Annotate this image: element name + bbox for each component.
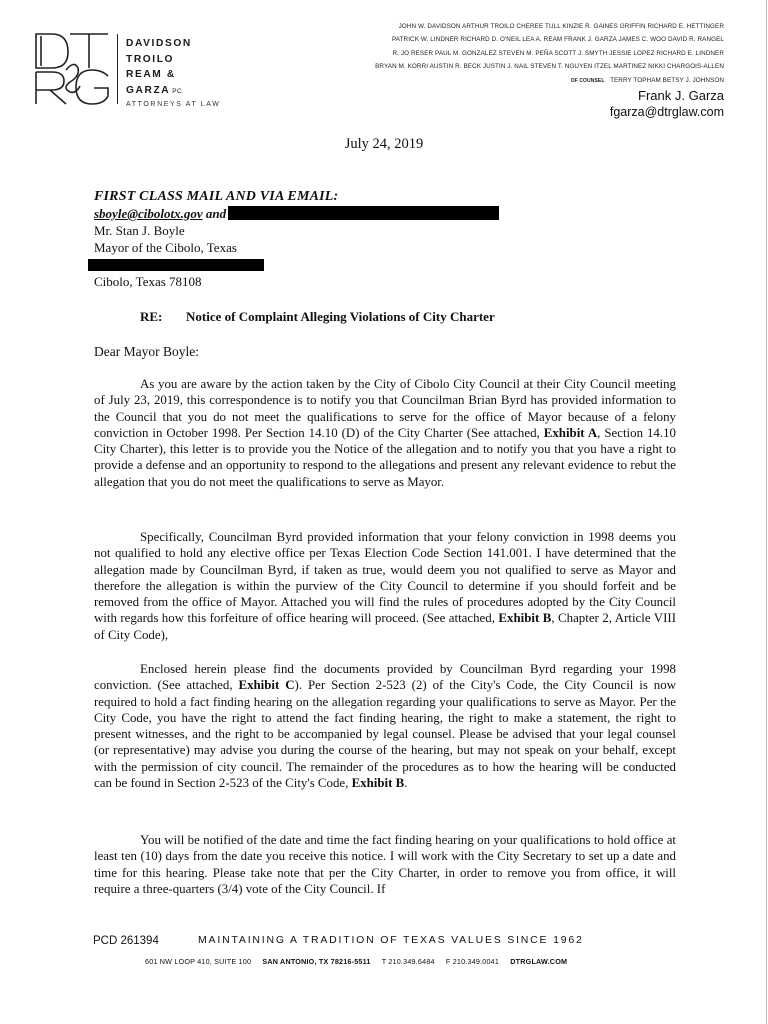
paragraph-4: You will be notified of the date and time the fact finding hearing on your qualifications to hold office at least ten (10) days from the date you receive this notice. I will work with the City Secretary to set up a date and time for this hearing. Please take note that per the City Charter, in order to remove you from office, it will require a three-quarters (3/4) vote of the City Council. If <box>94 833 676 896</box>
sender-name: Frank J. Garza <box>638 88 724 103</box>
firm-suffix: PC <box>172 87 183 95</box>
of-counsel-row <box>184 74 724 88</box>
email-and: and <box>202 206 227 221</box>
firm-name-line-2: TROILO <box>126 53 175 65</box>
of-counsel-label: OF COUNSEL <box>570 77 605 84</box>
dtrg-monogram-icon <box>32 30 112 106</box>
recipient-name: Mr. Stan J. Boyle <box>94 223 185 238</box>
firm-logo <box>32 30 112 106</box>
of-counsel-names: TERRY TOPHAM BETSY J. JOHNSON <box>610 76 724 84</box>
address-block <box>94 188 499 256</box>
attorney-row: R. JO RESER PAUL M. GONZALEZ STEVEN M. PEÑA SCOTT J. SMYTH JESSIE LOPEZ RICHARD E. LINDNER <box>392 49 724 57</box>
paragraph-text: , Section 14.10 City Charter), this letter is to provide you the Notice of the allegation and to notify you that you have a right to provide a defense and an opportunity to respond to the allegations and present any relevant evidence to rebut the allegation that you do not meet the qualifications to serve as Mayor. <box>94 425 676 489</box>
firm-name-line-1: DAVIDSON <box>126 38 192 49</box>
attorney-list <box>184 20 724 88</box>
footer-fax: F 210.349.0041 <box>445 957 500 966</box>
sender-email: fgarza@dtrglaw.com <box>609 105 724 119</box>
paragraph-text: Specifically, Councilman Byrd provided information that your felony conviction in 1998 deems you not qualified to hold any elective office per Texas Election Code Section 141.001. I have determined that the allegation made by Councilman Byrd, if taken as true, would deem you not qualified to serve as Mayor and therefore the allegation is within the purview of the City Council to determine if you should forfeit and be removed from the office of Mayor. Attached you will find the rules of procedures adopted by the City Council with regards how this forfeiture of office hearing will proceed. (See attached, <box>94 530 676 626</box>
delivery-method: FIRST CLASS MAIL AND VIA EMAIL: <box>94 189 339 204</box>
footer-city: SAN ANTONIO, TX 78216-5511 <box>262 957 371 966</box>
salutation: Dear Mayor Boyle: <box>94 344 199 359</box>
firm-name-line-3: REAM & <box>126 69 176 80</box>
re-line <box>140 309 495 325</box>
footer-phone: T 210.349.6484 <box>381 957 435 966</box>
page-edge <box>766 0 767 1024</box>
recipient-city: Cibolo, Texas 78108 <box>94 274 202 289</box>
recipient-email: sboyle@cibolotx.gov <box>94 206 203 221</box>
sender-block <box>610 88 724 120</box>
paragraph-text: As you are aware by the action taken by the City of Cibolo City Council at their City Council meeting of July 23, 2019, this correspondence is to notify you that Councilman Brian Byrd has provided information to the Council that you do not meet the qualifications to serve for the office of Mayor because of a felony conviction in October 1998. Per Section 14.10 (D) of the City Charter (See attached, <box>94 377 676 440</box>
letter-date: July 24, 2019 <box>344 136 424 152</box>
recipient-title: Mayor of the Cibolo, Texas <box>94 240 237 255</box>
paragraph-3 <box>94 661 676 791</box>
exhibit-c-ref: Exhibit C <box>238 678 295 693</box>
attorney-row: BRYAN M. KORRI AUSTIN R. BECK JUSTIN J. NAIL STEVEN T. NGUYEN ITZEL MARTINEZ NIKKI CHARGOIS-ALLEN <box>375 63 724 71</box>
firm-tagline: ATTORNEYS AT LAW <box>126 101 221 108</box>
logo-divider <box>117 34 118 104</box>
paragraph-2 <box>94 529 676 643</box>
paragraph-text: Enclosed herein please find the documents provided by Councilman Byrd regarding your 1998 conviction. (See attached, <box>94 662 676 693</box>
exhibit-b-ref: Exhibit B <box>498 611 552 626</box>
paragraph-1 <box>94 376 676 490</box>
attorney-row: JOHN W. DAVIDSON ARTHUR TROILO CHEREE TULL KINZIE R. GAINES GRIFFIN RICHARD E. HETTINGER <box>398 23 724 30</box>
redaction-bar <box>228 206 499 220</box>
exhibit-a-ref: Exhibit A <box>543 425 598 440</box>
paragraph-text: ). Per Section 2-523 (2) of the City's Code, the City Council is now required to hold a fact finding hearing on the allegation regarding your qualifications to serve as Mayor. Per the City Code, you have the right to attend the fact finding hearing, the right to make a statement, the right to present witnesses, and the right to be accompanied by legal counsel. Please be advised that your legal counsel (or representative) may advise you during the course of the hearing, but may not speak on your behalf, except with the permission of city council. The remainder of the procedures as to how the hearing will be conducted can be found in Section 2-523 of the City's Code, <box>94 678 677 791</box>
paragraph-text: . <box>404 776 408 791</box>
document-code: PCD 261394 <box>93 935 159 947</box>
redaction-bar <box>88 259 264 271</box>
attorney-row: PATRICK W. LINDNER RICHARD D. O'NEIL LEA A. REAM FRANK J. GARZA JAMES C. WOO DAVID R. RANGEL <box>391 36 724 44</box>
footer-website: DTRGLAW.COM <box>510 957 568 966</box>
paragraph-text: , Chapter 2, Article VIII of City Code), <box>94 611 676 642</box>
firm-name-garza: GARZA <box>126 84 171 96</box>
re-subject: Notice of Complaint Alleging Violations of City Charter <box>186 309 495 324</box>
footer-tagline: MAINTAINING A TRADITION OF TEXAS VALUES SINCE 1962 <box>198 934 584 946</box>
footer-street: 601 NW LOOP 410, SUITE 100 <box>145 957 252 966</box>
recipient-email-line <box>94 205 499 222</box>
footer-address-line <box>145 957 576 966</box>
re-label: RE: <box>140 309 163 324</box>
exhibit-b-ref: Exhibit B <box>351 776 405 791</box>
